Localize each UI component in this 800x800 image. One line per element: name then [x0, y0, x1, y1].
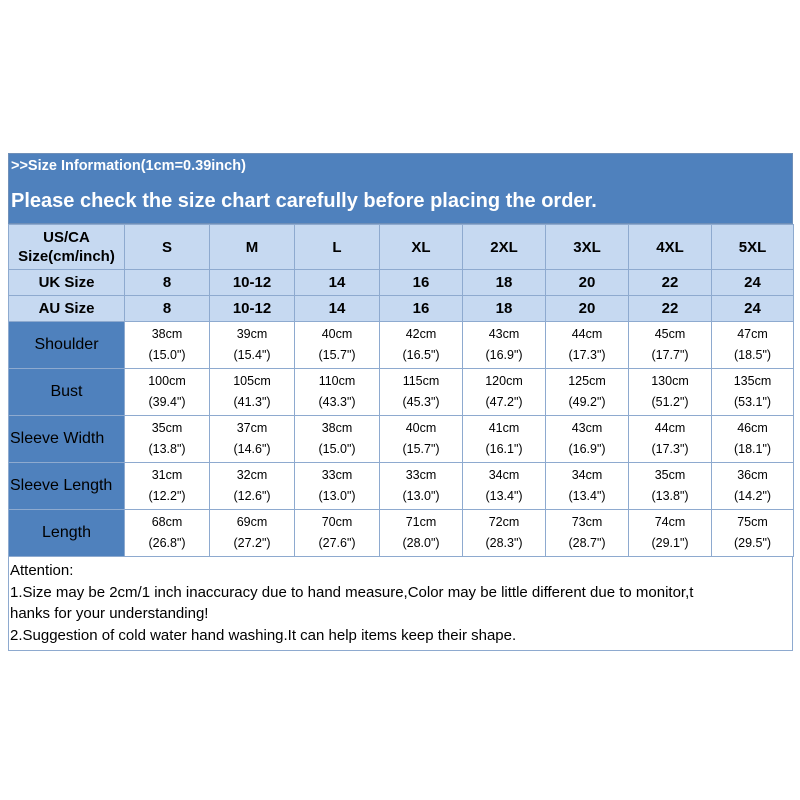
inch-value: (15.7") — [402, 442, 440, 456]
measurement-cell — [463, 463, 546, 510]
measurement-cell — [210, 416, 295, 463]
cm-value: 110cm — [318, 374, 356, 388]
measurement-cell — [629, 416, 712, 463]
cm-value: 43cm — [571, 421, 603, 435]
size-header-cell: L — [295, 225, 380, 270]
measurement-row — [9, 416, 794, 463]
attention-notes — [8, 557, 793, 651]
measurement-cell — [712, 369, 794, 416]
inch-value: (13.0") — [318, 489, 356, 503]
inch-value: (15.0") — [148, 348, 186, 362]
measurement-cell — [712, 463, 794, 510]
cm-value: 75cm — [737, 515, 768, 529]
size-header-cell: 5XL — [712, 225, 794, 270]
cm-value: 37cm — [236, 421, 268, 435]
size-cell: 18 — [463, 296, 546, 322]
inch-value: (29.5") — [733, 536, 772, 550]
measurement-label: Bust — [9, 369, 125, 416]
inch-value: (15.4") — [233, 348, 271, 362]
size-cell: 16 — [380, 270, 463, 296]
inch-value: (13.4") — [568, 489, 606, 503]
cm-value: 73cm — [571, 515, 603, 529]
attention-line-1: 1.Size may be 2cm/1 inch inaccuracy due to hand measure,Color may be little different due to monitor,t — [10, 583, 694, 601]
measurement-cell — [629, 369, 712, 416]
size-table — [8, 224, 794, 557]
measurement-cell — [380, 322, 463, 369]
cm-value: 120cm — [485, 374, 523, 388]
cm-value: 44cm — [571, 327, 603, 341]
measurement-cell — [125, 369, 210, 416]
size-chart — [8, 153, 793, 651]
size-cell: 10-12 — [210, 296, 295, 322]
measurement-label: Sleeve Width — [9, 416, 125, 463]
inch-value: (17.7") — [651, 348, 689, 362]
cm-value: 34cm — [571, 468, 603, 482]
inch-value: (18.1") — [733, 442, 772, 456]
size-cell: 14 — [295, 296, 380, 322]
measurement-cell — [295, 463, 380, 510]
cm-value: 100cm — [148, 374, 186, 388]
inch-value: (17.3") — [651, 442, 689, 456]
uk-size-row — [9, 270, 794, 296]
inch-value: (13.8") — [148, 442, 186, 456]
measurement-row — [9, 510, 794, 557]
cm-value: 43cm — [488, 327, 520, 341]
inch-value: (13.8") — [651, 489, 689, 503]
inch-value: (15.0") — [318, 442, 356, 456]
cm-value: 38cm — [321, 421, 353, 435]
cm-value: 47cm — [737, 327, 768, 341]
inch-value: (27.2") — [233, 536, 271, 550]
inch-value: (13.4") — [485, 489, 523, 503]
inch-value: (14.2") — [733, 489, 772, 503]
size-cell: 22 — [629, 270, 712, 296]
measurement-cell — [295, 369, 380, 416]
size-cell: 8 — [125, 296, 210, 322]
measurement-cell — [380, 416, 463, 463]
size-cell: 10-12 — [210, 270, 295, 296]
row-label: AU Size — [9, 296, 125, 322]
instruction-header: Please check the size chart carefully before placing the order. — [8, 179, 793, 224]
measurement-row — [9, 463, 794, 510]
size-cell: 16 — [380, 296, 463, 322]
measurement-cell — [380, 369, 463, 416]
size-header-cell: M — [210, 225, 295, 270]
inch-value: (17.3") — [568, 348, 606, 362]
measurement-row — [9, 322, 794, 369]
attention-line-2: hanks for your understanding! — [10, 605, 209, 622]
size-cell: 20 — [546, 296, 629, 322]
size-cell: 20 — [546, 270, 629, 296]
size-cell: 18 — [463, 270, 546, 296]
measurement-cell — [546, 510, 629, 557]
attention-title: Attention: — [10, 562, 74, 579]
measurement-cell — [210, 463, 295, 510]
size-cell: 24 — [712, 270, 794, 296]
attention-line-3: 2.Suggestion of cold water hand washing.It can help items keep their shape. — [10, 626, 517, 644]
size-cell: 22 — [629, 296, 712, 322]
size-cell: 24 — [712, 296, 794, 322]
cm-value: 35cm — [151, 421, 183, 435]
measurement-cell — [210, 322, 295, 369]
inch-value: (18.5") — [733, 348, 772, 362]
inch-value: (14.6") — [233, 442, 271, 456]
cm-value: 68cm — [151, 515, 183, 529]
cm-value: 115cm — [402, 374, 440, 388]
cm-value: 72cm — [488, 515, 520, 529]
inch-value: (13.0") — [402, 489, 440, 503]
measurement-cell — [629, 322, 712, 369]
measurement-cell — [125, 510, 210, 557]
cm-value: 33cm — [321, 468, 353, 482]
measurement-cell — [546, 416, 629, 463]
measurement-cell — [125, 416, 210, 463]
measurement-cell — [629, 463, 712, 510]
inch-value: (41.3") — [233, 395, 271, 409]
cm-value: 33cm — [405, 468, 437, 482]
inch-value: (12.6") — [233, 489, 271, 503]
measurement-cell — [463, 416, 546, 463]
cm-value: 32cm — [236, 468, 268, 482]
inch-value: (43.3") — [318, 395, 356, 409]
measurement-cell — [295, 322, 380, 369]
size-corner-cell — [9, 225, 125, 270]
inch-value: (12.2") — [148, 489, 186, 503]
measurement-row — [9, 369, 794, 416]
measurement-cell — [125, 322, 210, 369]
cm-value: 38cm — [151, 327, 183, 341]
cm-value: 125cm — [568, 374, 606, 388]
measurement-label: Length — [9, 510, 125, 557]
cm-value: 35cm — [654, 468, 686, 482]
cm-value: 39cm — [236, 327, 268, 341]
cm-value: 31cm — [151, 468, 183, 482]
measurement-cell — [712, 416, 794, 463]
cm-value: 40cm — [321, 327, 353, 341]
inch-value: (29.1") — [651, 536, 689, 550]
cm-value: 130cm — [651, 374, 689, 388]
cm-value: 42cm — [405, 327, 437, 341]
measurement-cell — [463, 510, 546, 557]
inch-value: (27.6") — [318, 536, 356, 550]
size-header-cell: 4XL — [629, 225, 712, 270]
measurement-label: Sleeve Length — [9, 463, 125, 510]
measurement-cell — [546, 322, 629, 369]
measurement-cell — [125, 463, 210, 510]
inch-value: (28.0") — [402, 536, 440, 550]
inch-value: (16.1") — [485, 442, 523, 456]
inch-value: (28.7") — [568, 536, 606, 550]
cm-value: 105cm — [233, 374, 271, 388]
measurement-cell — [712, 322, 794, 369]
inch-value: (16.5") — [402, 348, 440, 362]
cm-value: 135cm — [733, 374, 772, 388]
measurement-cell — [210, 369, 295, 416]
size-cell: 8 — [125, 270, 210, 296]
cm-value: 71cm — [405, 515, 437, 529]
cm-value: 46cm — [737, 421, 768, 435]
inch-value: (28.3") — [485, 536, 523, 550]
cm-value: 36cm — [737, 468, 768, 482]
cm-value: 74cm — [654, 515, 686, 529]
inch-value: (26.8") — [148, 536, 186, 550]
cm-value: 44cm — [654, 421, 686, 435]
size-header-cell: S — [125, 225, 210, 270]
corner-label-line: US/CA — [43, 229, 90, 246]
size-header-cell: 3XL — [546, 225, 629, 270]
cm-value: 40cm — [405, 421, 437, 435]
cm-value: 69cm — [236, 515, 268, 529]
cm-value: 34cm — [488, 468, 520, 482]
measurement-label: Shoulder — [9, 322, 125, 369]
corner-label-line: Size(cm/inch) — [18, 248, 115, 265]
measurement-cell — [463, 369, 546, 416]
cm-value: 45cm — [654, 327, 686, 341]
measurement-cell — [463, 322, 546, 369]
inch-value: (51.2") — [651, 395, 689, 409]
size-header-row — [9, 225, 794, 270]
inch-value: (45.3") — [402, 395, 440, 409]
measurement-cell — [546, 463, 629, 510]
measurement-cell — [295, 416, 380, 463]
inch-value: (47.2") — [485, 395, 523, 409]
size-cell: 14 — [295, 270, 380, 296]
cm-value: 41cm — [488, 421, 520, 435]
inch-value: (15.7") — [318, 348, 356, 362]
size-info-header: >>Size Information(1cm=0.39inch) — [8, 153, 793, 179]
measurement-cell — [712, 510, 794, 557]
measurement-cell — [629, 510, 712, 557]
row-label: UK Size — [9, 270, 125, 296]
inch-value: (53.1") — [733, 395, 772, 409]
measurement-cell — [210, 510, 295, 557]
size-header-cell: XL — [380, 225, 463, 270]
inch-value: (49.2") — [568, 395, 606, 409]
au-size-row — [9, 296, 794, 322]
size-header-cell: 2XL — [463, 225, 546, 270]
cm-value: 70cm — [321, 515, 353, 529]
measurement-cell — [546, 369, 629, 416]
inch-value: (16.9") — [568, 442, 606, 456]
measurement-cell — [295, 510, 380, 557]
measurement-cell — [380, 510, 463, 557]
measurement-cell — [380, 463, 463, 510]
inch-value: (16.9") — [485, 348, 523, 362]
inch-value: (39.4") — [148, 395, 186, 409]
